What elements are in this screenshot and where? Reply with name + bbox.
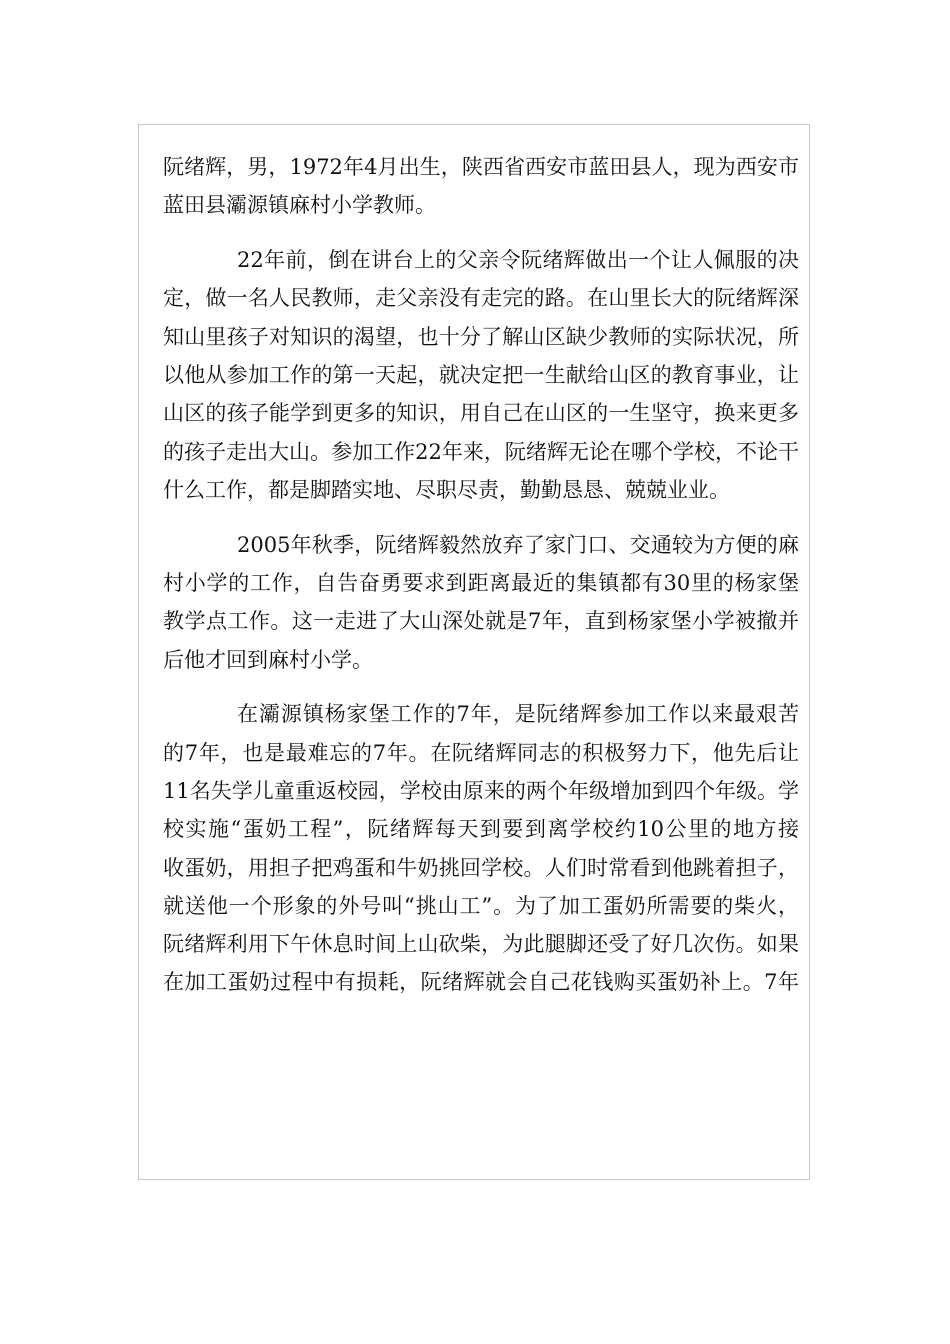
text-line: 定，做一名人民教师，走父亲没有走完的路。在山里长大的阮绪辉深 (163, 286, 799, 311)
text-line: 后他才回到麻村小学。 (163, 647, 373, 672)
text-line: 就送他一个形象的外号叫“挑山工”。为了加工蛋奶所需要的柴火， (163, 893, 799, 918)
text-line: 村小学的工作，自告奋勇要求到距离最近的集镇都有30里的杨家堡 (163, 570, 799, 595)
text-line: 校实施“蛋奶工程”，阮绪辉每天到要到离学校约10公里的地方接 (163, 817, 799, 842)
text-line: 的7年，也是最难忘的7年。在阮绪辉同志的积极努力下，他先后让 (163, 740, 799, 765)
text-line: 11名失学儿童重返校园，学校由原来的两个年级增加到四个年级。学 (163, 778, 799, 803)
text-line: 什么工作，都是脚踏实地、尽职尽责，勤勤恳恳、兢兢业业。 (163, 477, 730, 502)
text-line: 2005年秋季，阮绪辉毅然放弃了家门口、交通较为方便的麻 (237, 532, 799, 557)
text-line: 22年前，倒在讲台上的父亲令阮绪辉做出一个让人佩服的决 (237, 248, 799, 273)
text-line: 山区的孩子能学到更多的知识，用自己在山区的一生坚守，换来更多 (163, 401, 799, 426)
document-body (163, 148, 799, 1018)
text-line: 的孩子走出大山。参加工作22年来，阮绪辉无论在哪个学校，不论干 (163, 439, 799, 464)
text-line: 知山里孩子对知识的渴望，也十分了解山区缺少教师的实际状况，所 (163, 324, 799, 349)
text-line: 教学点工作。这一走进了大山深处就是7年，直到杨家堡小学被撤并 (163, 609, 799, 634)
text-line: 阮绪辉，男，1972年4月出生，陕西省西安市蓝田县人，现为西安市 (163, 155, 799, 179)
text-line: 蓝田县灞源镇麻村小学教师。 (163, 193, 436, 218)
text-line: 收蛋奶，用担子把鸡蛋和牛奶挑回学校。人们时常看到他跳着担子， (163, 855, 799, 880)
paragraph-4 (163, 695, 799, 1001)
paragraph-2 (163, 241, 799, 509)
paragraph-3 (163, 526, 799, 679)
text-line: 阮绪辉利用下午休息时间上山砍柴，为此腿脚还受了好几次伤。如果 (163, 932, 799, 957)
text-line: 在灞源镇杨家堡工作的7年，是阮绪辉参加工作以来最艰苦 (237, 702, 799, 727)
text-line: 在加工蛋奶过程中有损耗，阮绪辉就会自己花钱购买蛋奶补上。7年 (163, 970, 799, 995)
text-line: 以他从参加工作的第一天起，就决定把一生献给山区的教育事业，让 (163, 362, 799, 387)
paragraph-1 (163, 148, 799, 225)
document-page (138, 124, 810, 1180)
